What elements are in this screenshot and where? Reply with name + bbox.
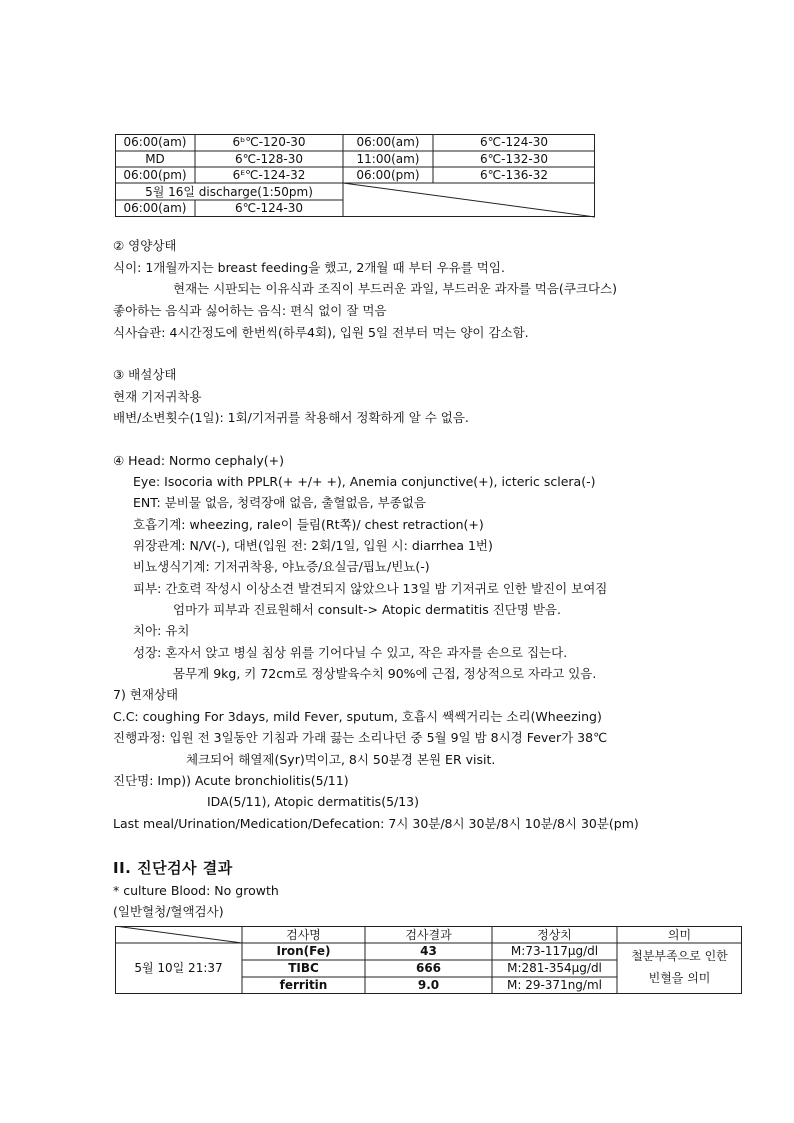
excretion-line: 배변/소변횟수(1일): 1회/기저귀를 착용해서 정확하게 알 수 없음. [113, 410, 469, 425]
lab-result: 43 [420, 944, 437, 958]
lab-normal-range: M:73-117μg/dl [510, 944, 599, 958]
vitals-time: MD [145, 152, 165, 166]
course-line: 체크되어 해열제(Syr)먹이고, 8시 50분경 본원 ER visit. [186, 752, 496, 767]
lab-test-name: TIBC [288, 961, 319, 975]
lab-result: 666 [415, 961, 442, 975]
vitals-time: 06:00(am) [123, 201, 187, 215]
vitals-time: 06:00(am) [356, 135, 420, 149]
eating-habit-line: 식사습관: 4시간정도에 한번씩(하루4회), 입원 5일 전부터 먹는 양이 감소함. [113, 325, 529, 340]
exam-skin: 엄마가 피부과 진료원해서 consult-> Atopic dermatitis 진단명 받음. [173, 602, 562, 617]
current-status-heading: 7) 현재상태 [113, 687, 179, 702]
vitals-value: 6℃-132-30 [480, 152, 548, 166]
lab-test-name: ferritin [279, 978, 328, 992]
lab-date: 5월 10일 21:37 [134, 961, 223, 975]
vitals-value: 6℃-128-30 [235, 152, 303, 166]
diagnosis-line: IDA(5/11), Atopic dermatitis(5/13) [207, 794, 420, 809]
exam-skin: 피부: 간호력 작성시 이상소견 발견되지 않았으나 13일 밤 기저귀로 인한 발진이 보여짐 [133, 581, 608, 596]
vitals-value: 6ᵇ℃-120-30 [232, 135, 306, 149]
last-events-line: Last meal/Urination/Medication/Defecation: 7시 30분/8시 30분/8시 10분/8시 30분(pm) [113, 816, 639, 831]
vitals-time: 06:00(pm) [123, 168, 187, 182]
vitals-time: 11:00(am) [356, 152, 420, 166]
discharge-label: 5월 16일 discharge(1:50pm) [145, 185, 313, 199]
lab-meaning: 빈혈을 의미 [648, 971, 711, 985]
lab-results-table [115, 926, 742, 994]
lab-normal-range: M:281-354μg/dl [507, 961, 602, 975]
vitals-time: 06:00(pm) [356, 168, 420, 182]
exam-growth: 몸무게 9kg, 키 72cm로 정상발육수치 90%에 근접, 정상적으로 자라고 있음. [173, 666, 597, 681]
exam-genitourinary: 비뇨생식기계: 기저귀착용, 야뇨증/요실금/핍뇨/빈뇨(-) [133, 559, 430, 574]
lab-result: 9.0 [417, 978, 440, 992]
vitals-time: 06:00(am) [123, 135, 187, 149]
vitals-value: 6ᴱ℃-124-32 [232, 168, 306, 182]
exam-growth: 성장: 혼자서 앉고 병실 침상 위를 기어다닐 수 있고, 작은 과자를 손으로 집는다. [133, 645, 568, 660]
diet-line: 현재는 시판되는 이유식과 조직이 부드러운 과일, 부드러운 과자를 먹음(쿠크다스) [173, 281, 617, 296]
lab-header: 검사결과 [405, 928, 452, 942]
course-line: 진행과정: 입원 전 3일동안 기침과 가래 끓는 소리나던 중 5월 9일 밤 8시경 Fever가 38℃ [113, 730, 608, 745]
excretion-line: 현재 기저귀착용 [113, 389, 202, 404]
section-title: II. 진단검사 결과 [113, 859, 233, 877]
lab-subheading: (일반혈청/혈액검사) [113, 904, 224, 919]
preference-line: 좋아하는 음식과 싫어하는 음식: 편식 없이 잘 먹음 [113, 303, 387, 318]
exam-ent: ENT: 분비물 없음, 청력장애 없음, 출혈없음, 부종없음 [133, 495, 426, 510]
exam-eye: Eye: Isocoria with PPLR(+ +/+ +), Anemia conjunctive(+), icteric sclera(-) [133, 474, 596, 489]
lab-meaning: 철분부족으로 인한 [631, 949, 728, 963]
vital-signs-table [115, 134, 595, 218]
diagnosis-line: 진단명: Imp)) Acute bronchiolitis(5/11) [113, 773, 349, 788]
chief-complaint: C.C: coughing For 3days, mild Fever, sputum, 호흡시 쌕쌕거리는 소리(Wheezing) [113, 709, 602, 724]
lab-header: 의미 [667, 928, 692, 942]
exam-teeth: 치아: 유치 [133, 623, 190, 638]
exam-head: ④ Head: Normo cephaly(+) [113, 453, 284, 468]
lab-normal-range: M: 29-371ng/ml [506, 978, 602, 992]
nutrition-heading: ② 영양상태 [113, 238, 177, 253]
diet-line: 식이: 1개월까지는 breast feeding을 했고, 2개월 때 부터 우유를 먹임. [113, 260, 505, 275]
vitals-value: 6℃-124-30 [480, 135, 548, 149]
lab-header: 정상치 [537, 928, 572, 942]
culture-line: * culture Blood: No growth [113, 883, 279, 898]
vitals-value: 6℃-136-32 [480, 168, 548, 182]
exam-gastrointestinal: 위장관계: N/V(-), 대변(입원 전: 2회/1일, 입원 시: diarrhea 1번) [133, 538, 493, 553]
vitals-value: 6℃-124-30 [235, 201, 303, 215]
lab-header: 검사명 [286, 928, 321, 942]
lab-test-name: Iron(Fe) [276, 944, 331, 958]
excretion-heading: ③ 배설상태 [113, 367, 177, 382]
exam-respiratory: 호흡기계: wheezing, rale이 들림(Rt쪽)/ chest retraction(+) [133, 517, 484, 532]
